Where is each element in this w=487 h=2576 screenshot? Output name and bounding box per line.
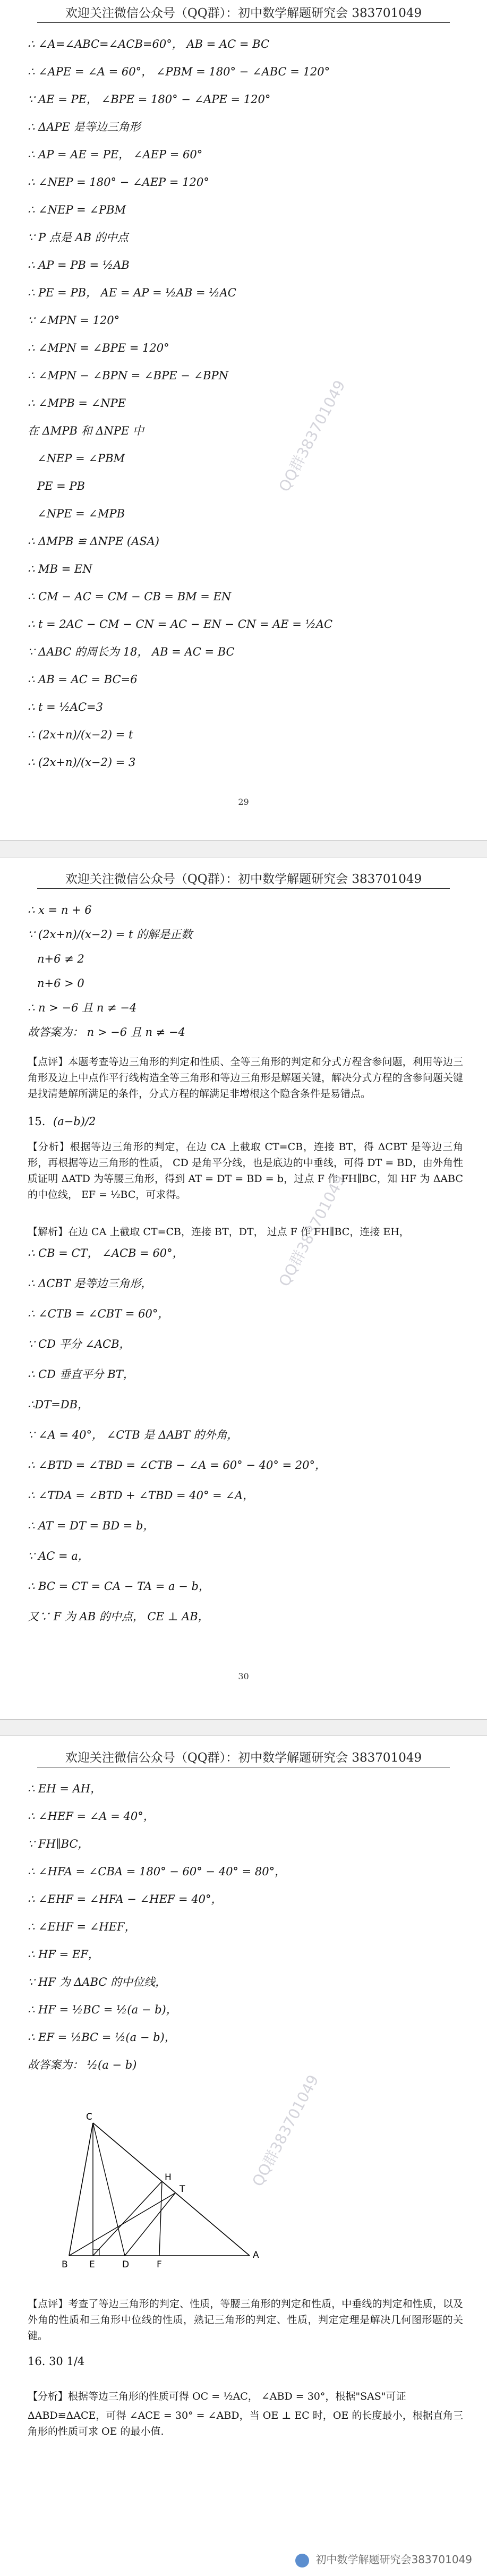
- page-separator: [0, 1719, 487, 1736]
- math-line: n+6 > 0: [37, 977, 84, 990]
- q15-solution: 【解析】在边 CA 上截取 CT=CB，连接 BT，DT， 过点 F 作 FH∥BC，连接 EH，: [28, 1226, 409, 1238]
- math-line: ∴ ∠HEF = ∠A = 40°，: [28, 1810, 155, 1823]
- math-line: ∴ n > −6 且 n ≠ −4: [28, 1001, 137, 1014]
- header-text: 欢迎关注微信公众号（QQ群）：初中数学解题研究会 383701049: [65, 872, 422, 886]
- watermark: QQ群383701049: [275, 1172, 349, 1290]
- math-line: ∴ AP = AE = PE， ∠AEP = 60°: [28, 148, 203, 161]
- label-F: F: [157, 2259, 162, 2270]
- math-line: ∴ AB = AC = BC=6: [28, 673, 138, 686]
- label-E: E: [89, 2259, 95, 2270]
- math-line: ∴ t = ½AC=3: [28, 701, 103, 713]
- math-line: ∵ FH∥BC，: [28, 1838, 89, 1850]
- page-1: [0, 0, 487, 838]
- math-line: ∴ t = 2AC − CM − CN = AC − EN − CN = AE = ½AC: [28, 618, 333, 631]
- page-header: [0, 1748, 487, 1765]
- math-line: ∴ ∠A=∠ABC=∠ACB=60°， AB = AC = BC: [28, 38, 270, 50]
- math-line: PE = PB: [37, 480, 85, 492]
- label-T: T: [180, 2184, 185, 2195]
- segment-EH: [93, 2181, 162, 2256]
- math-line: ∠NPE = ∠MPB: [37, 507, 125, 520]
- page-separator: [0, 840, 487, 857]
- label-B: B: [62, 2259, 68, 2270]
- math-line: ∴ ∠NEP = ∠PBM: [28, 203, 126, 216]
- math-line: ∴DT=DB，: [28, 1398, 89, 1411]
- page-header: [0, 869, 487, 887]
- header-rule: [37, 888, 450, 889]
- math-line: ∵ HF 为 ΔABC 的中位线，: [28, 1976, 167, 1988]
- math-line: ∵ ∠A = 40°， ∠CTB 是 ΔABT 的外角，: [28, 1429, 238, 1441]
- header-rule: [37, 22, 450, 23]
- math-line: ∵ P 点是 AB 的中点: [28, 231, 129, 244]
- label-C: C: [86, 2112, 92, 2122]
- math-line: ∴ ΔCBT 是等边三角形，: [28, 1277, 152, 1290]
- q15-comment: 【点评】考查了等边三角形的判定、性质，等腰三角形的判定和性质，中垂线的判定和性质，以及外角的性质和三角形中位线的性质，熟记三角形的判定、性质，判定定理是解决几何图形题的关键。: [28, 2298, 463, 2342]
- brand-text: 初中数学解题研究会383701049: [315, 2553, 472, 2566]
- q15-analysis: 【分析】根据等边三角形的判定，在边 CA 上截取 CT=CB，连接 BT，得 ΔCBT 是等边三角形，再根据等边三角形的性质， CD 是角平分线，也是底边的中垂线，可得 DT = BD，由外角性质证明 ΔATD 为等腰三角形，得到 AT = DT = BD = b，过点 F 作 FH∥BC，知 HF 为 ΔABC 的中位线， EF = ½BC，可求得。: [28, 1141, 463, 1201]
- math-line: ∴ CD 垂直平分 BT，: [28, 1368, 134, 1381]
- math-line: ∵ ΔABC 的周长为 18， AB = AC = BC: [28, 645, 235, 658]
- math-line: ∴ (2x+n)/(x−2) = t: [28, 728, 133, 741]
- wechat-icon: [295, 2554, 309, 2568]
- math-line: ∴ x = n + 6: [28, 904, 92, 916]
- math-line: ∴ MB = EN: [28, 563, 92, 575]
- q16-answer: 16. 30 1/4: [28, 2355, 85, 2368]
- math-line: ∴ ∠MPN − ∠BPN = ∠BPE − ∠BPN: [28, 369, 229, 382]
- math-line: ∵ AC = a，: [28, 1550, 89, 1562]
- math-line: ∴ ∠TDA = ∠BTD + ∠TBD = 40° = ∠A，: [28, 1489, 254, 1502]
- math-line: ∴ PE = PB， AE = AP = ½AB = ½AC: [28, 286, 236, 299]
- math-line: ∴ ∠BTD = ∠TBD = ∠CTB − ∠A = 60° − 40° = 20°，: [28, 1459, 326, 1472]
- math-line: ∴ BC = CT = CA − TA = a − b，: [28, 1580, 210, 1593]
- math-line: ∴ (2x+n)/(x−2) = 3: [28, 756, 136, 769]
- math-line: ∴ AT = DT = BD = b，: [28, 1519, 155, 1532]
- math-line: ∴ ∠APE = ∠A = 60°， ∠PBM = 180° − ∠ABC = 120°: [28, 65, 330, 78]
- math-line: 故答案为： n > −6 且 n ≠ −4: [28, 1026, 185, 1039]
- math-line: ∴ EF = ½BC = ½(a − b)，: [28, 2031, 176, 2044]
- q15-answer: (a−b)/2: [53, 1115, 96, 1128]
- segment-CA: [93, 2123, 250, 2256]
- math-line: ∴ ∠EHF = ∠HEF，: [28, 1920, 136, 1933]
- math-line: 又∵ F 为 AB 的中点， CE ⊥ AB，: [28, 1610, 209, 1623]
- math-line: ∵ AE = PE， ∠BPE = 180° − ∠APE = 120°: [28, 93, 271, 106]
- segment-BC: [69, 2123, 93, 2256]
- math-line: ∴ ∠MPN = ∠BPE = 120°: [28, 342, 169, 354]
- watermark: QQ群383701049: [249, 2072, 322, 2190]
- q15-label: 15.: [28, 1115, 46, 1128]
- geometry-figure: [53, 2112, 266, 2272]
- math-line: ∴ CM − AC = CM − CB = BM = EN: [28, 590, 232, 603]
- math-line: ∴ EH = AH，: [28, 1782, 102, 1795]
- math-line: 在 ΔMPB 和 ΔNPE 中: [28, 424, 144, 437]
- brand-footer: [295, 2551, 472, 2568]
- label-D: D: [122, 2259, 130, 2270]
- header-text: 欢迎关注微信公众号（QQ群）：初中数学解题研究会 383701049: [65, 1751, 422, 1765]
- math-line: ∴ ΔMPB ≌ ΔNPE (ASA): [28, 535, 159, 548]
- segment-FH: [159, 2181, 162, 2256]
- math-line: ∵ (2x+n)/(x−2) = t 的解是正数: [28, 928, 193, 941]
- page-number: 30: [238, 1671, 249, 1681]
- math-line: ∴ ΔAPE 是等边三角形: [28, 121, 141, 133]
- header-text: 欢迎关注微信公众号（QQ群）：初中数学解题研究会 383701049: [65, 6, 422, 20]
- q16-analysis-continued: ΔABD≌ΔACE，可得 ∠ACE = 30° = ∠ABD，当 OE ⊥ EC 时，OE 的长度最小，根据直角三角形的性质可求 OE 的最小值.: [28, 2410, 463, 2437]
- q16-analysis: 【分析】根据等边三角形的性质可得 OC = ½AC， ∠ABD = 30°，根据"SAS"可证: [28, 2391, 406, 2402]
- page-2: [0, 858, 487, 1719]
- math-line: ∴ CB = CT， ∠ACB = 60°，: [28, 1247, 184, 1260]
- segment-CD: [93, 2123, 125, 2256]
- math-line: ∴ HF = ½BC = ½(a − b)，: [28, 2003, 177, 2016]
- math-line: ∴ ∠NEP = 180° − ∠AEP = 120°: [28, 176, 209, 189]
- math-line: ∵ ∠MPN = 120°: [28, 314, 120, 327]
- watermark: QQ群383701049: [275, 377, 349, 495]
- label-H: H: [165, 2172, 172, 2183]
- math-line: n+6 ≠ 2: [37, 953, 84, 965]
- segment-DT: [125, 2193, 175, 2256]
- math-line: ∠NEP = ∠PBM: [37, 452, 125, 465]
- math-line: ∴ HF = EF，: [28, 1948, 99, 1961]
- math-line: 故答案为： ½(a − b): [28, 2059, 137, 2071]
- page-3: [0, 1737, 487, 2576]
- math-line: ∴ ∠MPB = ∠NPE: [28, 397, 126, 410]
- label-A: A: [253, 2250, 259, 2260]
- page-number: 29: [238, 797, 249, 807]
- math-line: ∴ ∠EHF = ∠HFA − ∠HEF = 40°，: [28, 1893, 223, 1906]
- page-header: [0, 3, 487, 21]
- math-line: ∴ ∠HFA = ∠CBA = 180° − 60° − 40° = 80°，: [28, 1865, 286, 1878]
- math-line: ∴ ∠CTB = ∠CBT = 60°，: [28, 1307, 169, 1320]
- analysis-paragraph: 【点评】本题考查等边三角形的判定和性质、全等三角形的判定和分式方程含参问题，利用等边三角形及边上中点作平行线构造全等三角形和等边三角形是解题关键，解决分式方程的含参问题关键是找清楚解所满足的条件，分式方程的解满足非增根这个隐含条件是易错点。: [28, 1056, 463, 1100]
- math-line: ∵ CD 平分 ∠ACB，: [28, 1338, 131, 1350]
- math-line: ∴ AP = PB = ½AB: [28, 259, 130, 271]
